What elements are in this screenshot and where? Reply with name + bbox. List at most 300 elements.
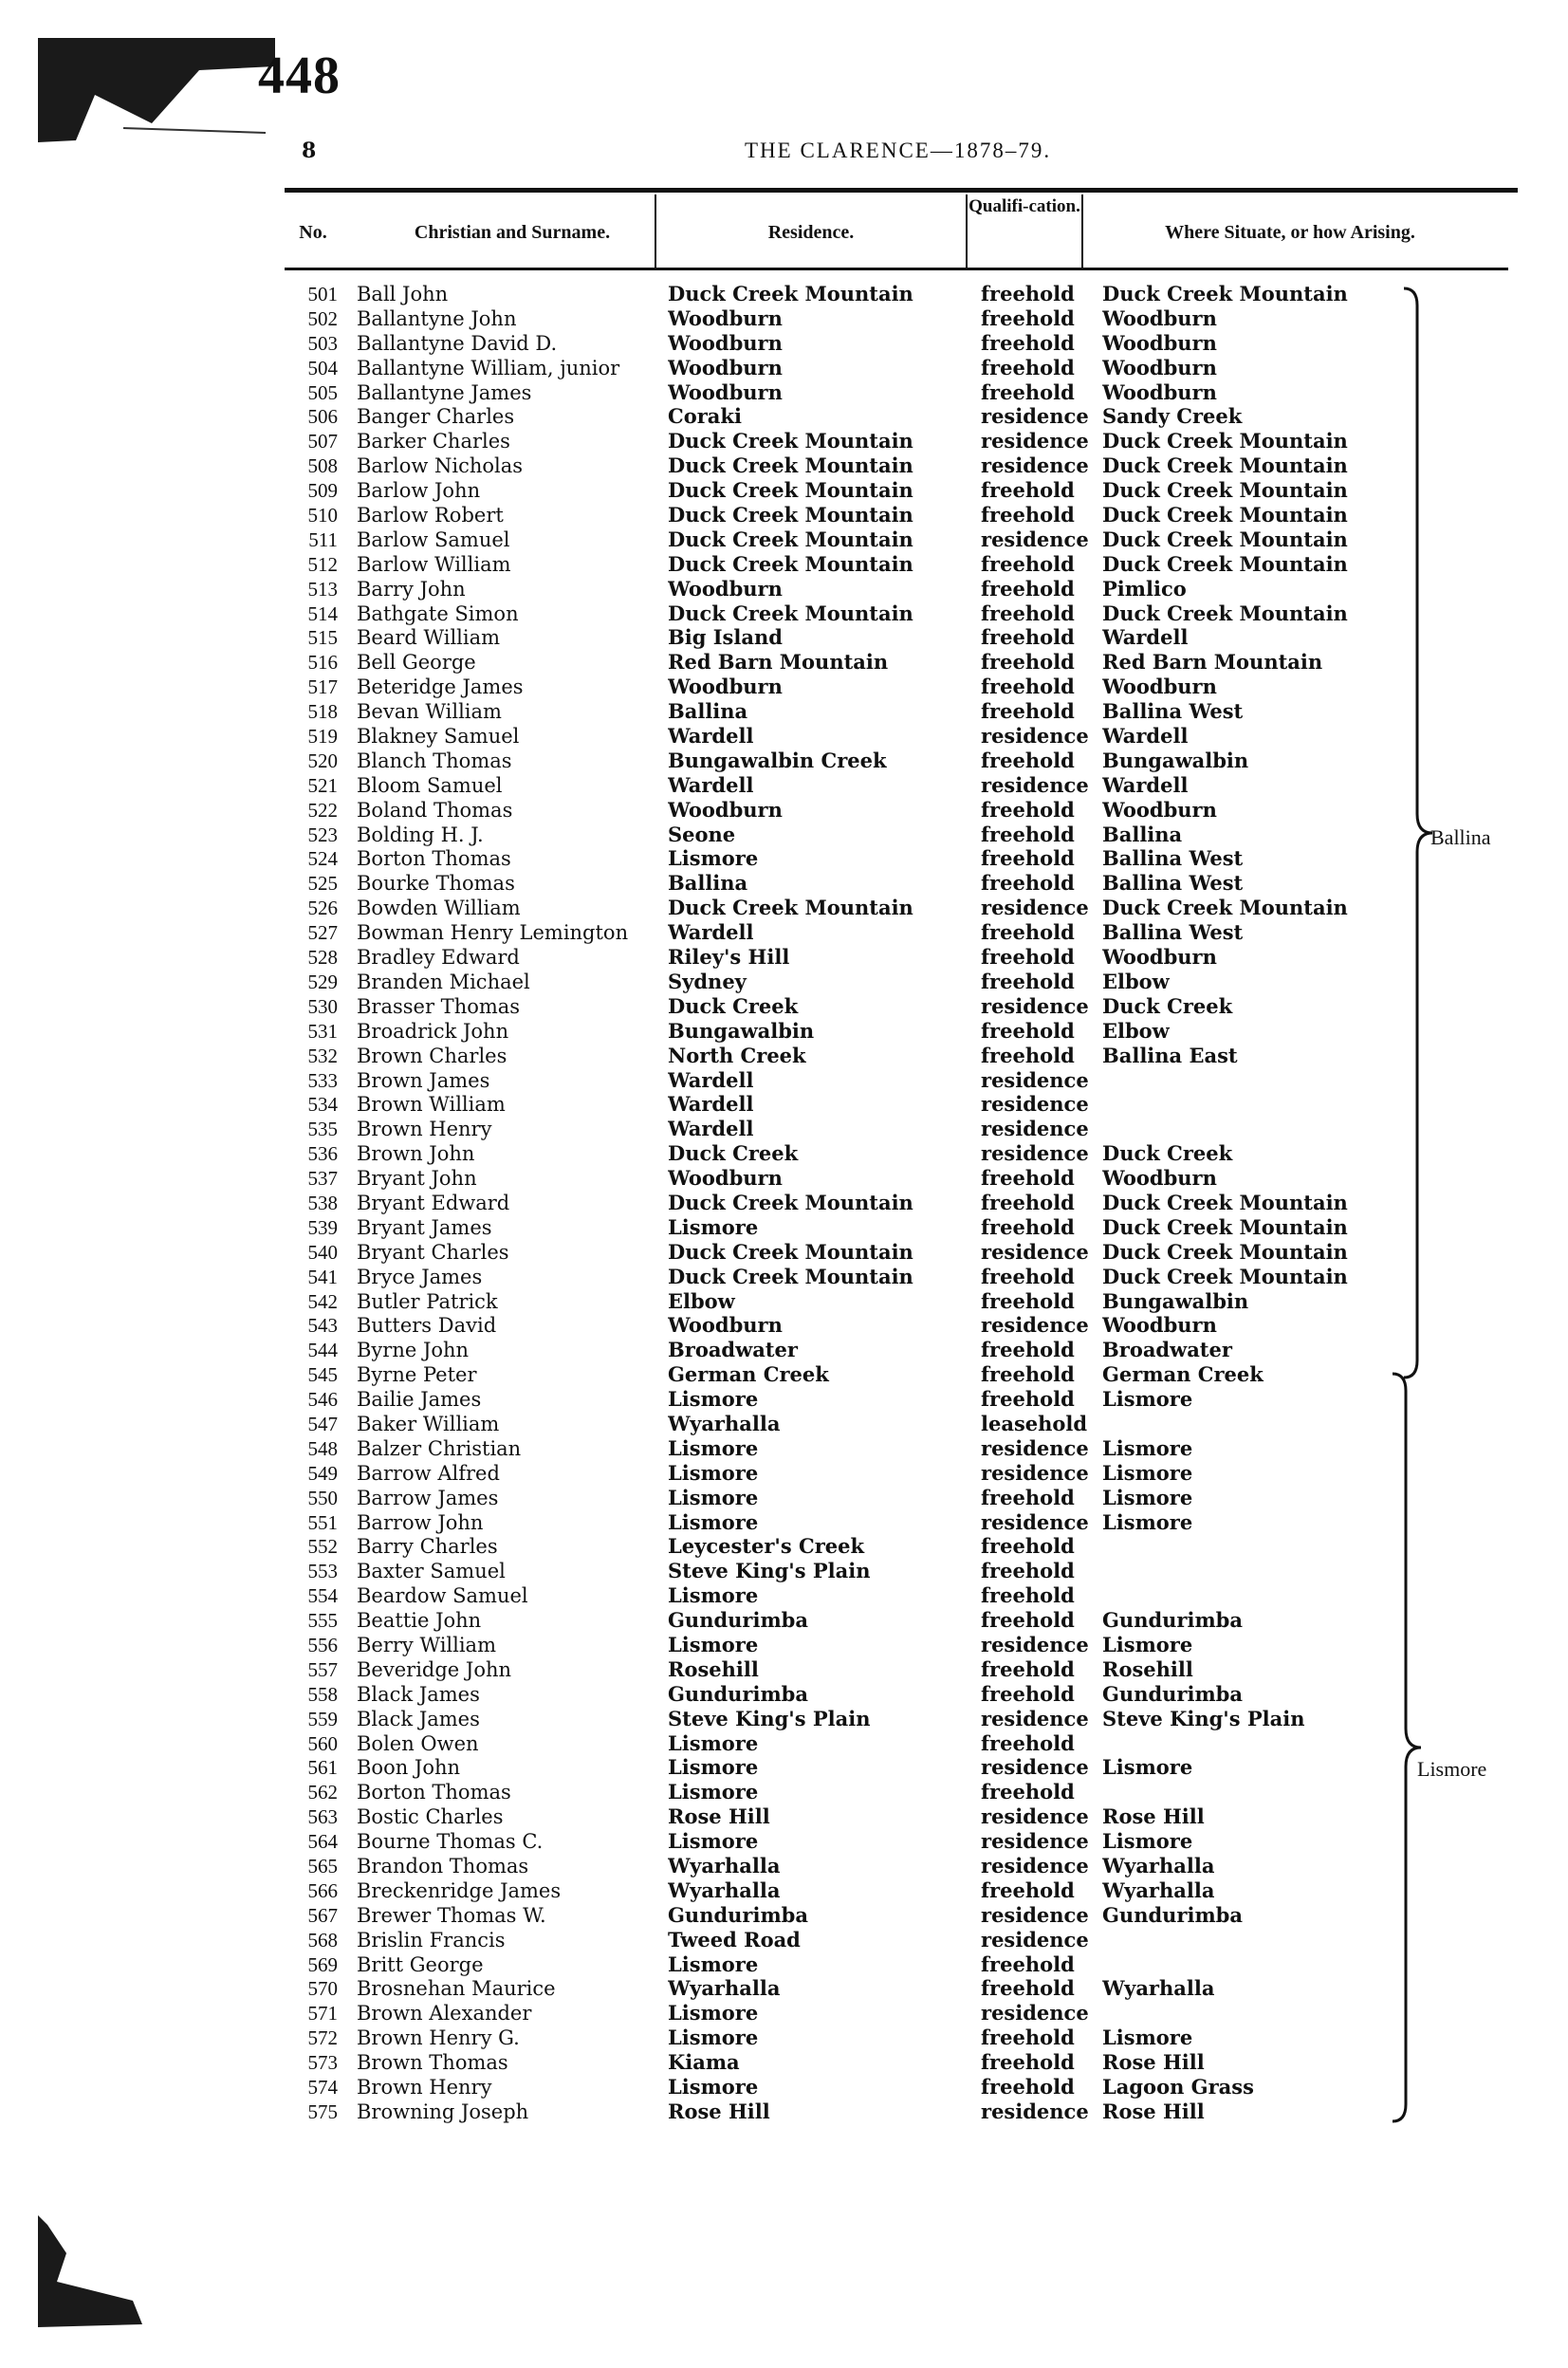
entry-number: 517 <box>307 675 338 699</box>
entry-residence: Duck Creek Mountain <box>668 283 913 305</box>
entry-row <box>285 1855 1470 1878</box>
entry-where: Sandy Creek <box>1102 405 1243 429</box>
entry-residence: Wyarhalla <box>668 1412 781 1435</box>
entry-row <box>285 1192 1470 1214</box>
entry-number: 540 <box>307 1240 338 1264</box>
page-number: 8 <box>302 139 317 163</box>
entry-where: Duck Creek Mountain <box>1102 504 1348 527</box>
entry-row <box>285 1020 1470 1043</box>
entry-where: Duck Creek Mountain <box>1102 454 1348 478</box>
entry-name: Balzer Christian <box>357 1436 522 1460</box>
entry-row <box>285 1314 1470 1337</box>
entry-qualification: freehold <box>981 1486 1075 1509</box>
entry-name: Barlow John <box>357 479 481 503</box>
entry-where: Lismore <box>1102 1388 1193 1412</box>
entry-qualification: freehold <box>981 2076 1075 2100</box>
entry-name: Brewer Thomas W. <box>357 1903 546 1927</box>
entry-residence: Seone <box>668 823 736 846</box>
entry-where <box>1102 1732 1415 1755</box>
entry-where: Woodburn <box>1102 331 1217 355</box>
entry-name: Bell George <box>357 651 476 675</box>
entry-qualification: freehold <box>981 1265 1075 1288</box>
entry-qualification: residence <box>981 1240 1089 1264</box>
entry-where: Bungawalbin <box>1102 749 1249 772</box>
entry-where: Ballina West <box>1102 872 1244 896</box>
entry-name: Beard William <box>357 626 501 650</box>
entry-residence: Ballina <box>668 872 748 896</box>
entry-residence: Woodburn <box>668 331 783 355</box>
entry-residence: Wardell <box>668 725 754 749</box>
entry-row <box>285 1805 1470 1828</box>
entry-where: Woodburn <box>1102 306 1217 330</box>
entry-row <box>285 381 1470 404</box>
entry-qualification: residence <box>981 1805 1089 1829</box>
entry-name: Bryant Charles <box>357 1240 509 1264</box>
entry-where: Duck Creek Mountain <box>1102 1265 1348 1288</box>
entry-row <box>285 1388 1470 1411</box>
entry-row <box>285 1830 1470 1853</box>
entry-residence: Kiama <box>668 2051 740 2075</box>
entry-number: 570 <box>307 1977 338 2001</box>
entry-number: 522 <box>307 798 338 822</box>
entry-number: 572 <box>307 2026 338 2050</box>
entry-row <box>285 774 1470 797</box>
entry-residence: Elbow <box>668 1289 735 1313</box>
entry-row <box>285 405 1470 428</box>
entry-residence: Lismore <box>668 1830 759 1854</box>
entry-number: 520 <box>307 749 338 772</box>
entry-name: Bryant James <box>357 1215 492 1239</box>
entry-name: Ballantyne David D. <box>357 331 558 355</box>
entry-where: Wardell <box>1102 725 1189 749</box>
entry-row <box>285 799 1470 822</box>
entry-where: Woodburn <box>1102 380 1217 404</box>
entry-name: Bourke Thomas <box>357 872 515 896</box>
entry-number: 565 <box>307 1855 338 1878</box>
entry-qualification: residence <box>981 897 1089 920</box>
entry-qualification: residence <box>981 527 1089 551</box>
entry-residence: Duck Creek Mountain <box>668 479 913 503</box>
entry-name: Beteridge James <box>357 675 524 699</box>
entry-row <box>285 1363 1470 1386</box>
entry-number: 542 <box>307 1289 338 1313</box>
entry-number: 506 <box>307 405 338 429</box>
entry-row <box>285 602 1470 625</box>
entry-name: Brown Henry <box>357 1118 492 1141</box>
entry-name: Bevan William <box>357 700 502 724</box>
entry-residence: Woodburn <box>668 380 783 404</box>
entry-row <box>285 1413 1470 1435</box>
entry-qualification: residence <box>981 1903 1089 1927</box>
header-qualification: Qualifi-cation. <box>968 196 1080 216</box>
entry-row <box>285 1658 1470 1681</box>
entry-row <box>285 1560 1470 1582</box>
entry-row <box>285 1069 1470 1092</box>
entry-name: Brown Charles <box>357 1044 507 1067</box>
entry-residence: Wardell <box>668 1093 754 1117</box>
entry-qualification: residence <box>981 725 1089 749</box>
entry-qualification: freehold <box>981 283 1075 305</box>
entry-name: Barlow Nicholas <box>357 454 524 478</box>
entry-residence: Wardell <box>668 921 754 945</box>
entry-where: Gundurimba <box>1102 1609 1243 1633</box>
entry-where: Rose Hill <box>1102 1805 1205 1829</box>
entry-residence: Woodburn <box>668 577 783 601</box>
entry-row <box>285 1904 1470 1927</box>
entry-qualification: freehold <box>981 1952 1075 1976</box>
entry-row <box>285 2100 1470 2123</box>
entry-residence: Wardell <box>668 773 754 797</box>
entry-where <box>1102 2002 1415 2025</box>
entry-name: Brosnehan Maurice <box>357 1977 556 2001</box>
entry-residence: Wardell <box>668 1068 754 1092</box>
entry-name: Bloom Samuel <box>357 773 503 797</box>
entry-where: Woodburn <box>1102 1314 1217 1338</box>
entry-row <box>285 1167 1470 1190</box>
entry-number: 566 <box>307 1878 338 1902</box>
entry-name: Bourne Thomas C. <box>357 1830 544 1854</box>
entry-number: 530 <box>307 994 338 1018</box>
entry-name: Blanch Thomas <box>357 749 512 772</box>
entry-residence: Lismore <box>668 2026 759 2050</box>
entry-residence: Wyarhalla <box>668 1977 781 2001</box>
entry-where: Woodburn <box>1102 1167 1217 1191</box>
entry-qualification: freehold <box>981 356 1075 379</box>
entry-qualification: freehold <box>981 823 1075 846</box>
entry-number: 541 <box>307 1265 338 1288</box>
entry-qualification: residence <box>981 1093 1089 1117</box>
entry-residence: Lismore <box>668 1510 759 1534</box>
entry-number: 556 <box>307 1633 338 1656</box>
entry-row <box>285 847 1470 870</box>
header-bottom-rule <box>285 268 1508 270</box>
entry-name: Bolding H. J. <box>357 823 484 846</box>
entry-residence: Duck Creek Mountain <box>668 527 913 551</box>
header-no: No. <box>299 222 327 243</box>
entry-number: 533 <box>307 1068 338 1092</box>
entry-residence: Ballina <box>668 700 748 724</box>
entry-where: Wyarhalla <box>1102 1878 1215 1902</box>
entry-row <box>285 454 1470 477</box>
entry-row <box>285 2051 1470 2074</box>
entry-name: Barrow Alfred <box>357 1461 500 1485</box>
col-divider-3 <box>1081 194 1083 268</box>
entry-qualification: residence <box>981 1068 1089 1092</box>
entry-residence: Bungawalbin <box>668 1019 815 1043</box>
entry-row <box>285 1953 1470 1976</box>
entry-name: Banger Charles <box>357 405 515 429</box>
entry-qualification: residence <box>981 1855 1089 1878</box>
entry-number: 502 <box>307 306 338 330</box>
entry-qualification: residence <box>981 773 1089 797</box>
entry-row <box>285 1266 1470 1288</box>
entry-where: Ballina <box>1102 823 1183 846</box>
entry-qualification: residence <box>981 1756 1089 1780</box>
entry-row <box>285 528 1470 551</box>
entry-residence: Woodburn <box>668 798 783 822</box>
entry-where: Ballina West <box>1102 700 1244 724</box>
entry-residence: Lismore <box>668 2076 759 2100</box>
entry-residence: Lismore <box>668 1731 759 1755</box>
entry-where: Rosehill <box>1102 1657 1193 1681</box>
entry-where: Lismore <box>1102 2026 1193 2050</box>
entry-residence: Woodburn <box>668 356 783 379</box>
entry-where: Woodburn <box>1102 798 1217 822</box>
entry-where: Duck Creek <box>1102 1142 1233 1166</box>
entry-number: 547 <box>307 1412 338 1435</box>
entry-row <box>285 307 1470 330</box>
entry-number: 519 <box>307 725 338 749</box>
entry-number: 535 <box>307 1118 338 1141</box>
entry-residence: Lismore <box>668 1584 759 1608</box>
entry-row <box>285 1290 1470 1313</box>
entry-residence: Coraki <box>668 405 742 429</box>
entry-where: Bungawalbin <box>1102 1289 1249 1313</box>
entry-qualification: residence <box>981 994 1089 1018</box>
entry-qualification: freehold <box>981 626 1075 650</box>
entry-name: Brown Henry G. <box>357 2026 520 2050</box>
entry-row <box>285 1511 1470 1534</box>
entry-where: Steve King's Plain <box>1102 1707 1305 1730</box>
entry-where <box>1102 1781 1415 1804</box>
sheet-number: 448 <box>258 46 341 105</box>
entry-row <box>285 283 1470 305</box>
entry-number: 548 <box>307 1436 338 1460</box>
entry-name: Bowman Henry Lemington <box>357 921 629 945</box>
entry-number: 571 <box>307 2002 338 2026</box>
entry-name: Barry Charles <box>357 1535 498 1559</box>
entry-name: Brown James <box>357 1068 490 1092</box>
entry-row <box>285 1977 1470 2000</box>
entry-row <box>285 946 1470 969</box>
entry-qualification: freehold <box>981 1044 1075 1067</box>
entry-number: 512 <box>307 552 338 576</box>
entry-residence: Woodburn <box>668 1167 783 1191</box>
entry-residence: Duck Creek Mountain <box>668 897 913 920</box>
entry-where <box>1102 1413 1415 1435</box>
entry-name: Brown Thomas <box>357 2051 508 2075</box>
entry-qualification: freehold <box>981 1584 1075 1608</box>
entry-where: German Creek <box>1102 1363 1264 1387</box>
entry-name: Brandon Thomas <box>357 1855 529 1878</box>
entry-where <box>1102 1584 1415 1607</box>
entry-residence: Duck Creek <box>668 994 799 1018</box>
entry-number: 557 <box>307 1657 338 1681</box>
entry-qualification: residence <box>981 1707 1089 1730</box>
entry-row <box>285 578 1470 601</box>
entry-qualification: freehold <box>981 1289 1075 1313</box>
entry-qualification: freehold <box>981 921 1075 945</box>
entry-residence: Sydney <box>668 970 747 993</box>
entry-residence: Duck Creek Mountain <box>668 1265 913 1288</box>
entry-qualification: freehold <box>981 847 1075 871</box>
entry-name: Bostic Charles <box>357 1805 504 1829</box>
entry-where: Ballina West <box>1102 921 1244 945</box>
entry-name: Bolen Owen <box>357 1731 479 1755</box>
entry-number: 504 <box>307 356 338 379</box>
entry-residence: Woodburn <box>668 675 783 699</box>
entry-residence: Lismore <box>668 1486 759 1509</box>
entry-qualification: freehold <box>981 331 1075 355</box>
entry-number: 529 <box>307 970 338 993</box>
entry-name: Beattie John <box>357 1609 482 1633</box>
entry-number: 555 <box>307 1609 338 1633</box>
group-label-ballina: Ballina <box>1430 825 1491 849</box>
entry-number: 569 <box>307 1952 338 1976</box>
entry-name: Brown Alexander <box>357 2002 532 2026</box>
entry-where: Woodburn <box>1102 356 1217 379</box>
entry-row <box>285 749 1470 772</box>
entry-number: 521 <box>307 773 338 797</box>
entry-number: 559 <box>307 1707 338 1730</box>
entry-name: Butler Patrick <box>357 1289 498 1313</box>
entry-row <box>285 995 1470 1018</box>
entry-name: Barrow James <box>357 1486 499 1509</box>
entry-number: 534 <box>307 1093 338 1117</box>
entry-qualification: freehold <box>981 2026 1075 2050</box>
entry-row <box>285 897 1470 919</box>
entry-number: 539 <box>307 1215 338 1239</box>
entry-row <box>285 1437 1470 1460</box>
entry-number: 513 <box>307 577 338 601</box>
lismore-brace <box>1391 1372 1423 2123</box>
entry-qualification: residence <box>981 430 1089 453</box>
entry-row <box>285 2026 1470 2049</box>
entry-row <box>285 1609 1470 1632</box>
entry-residence: Duck Creek Mountain <box>668 504 913 527</box>
entry-name: Butters David <box>357 1314 497 1338</box>
entry-where: Duck Creek Mountain <box>1102 601 1348 625</box>
entry-residence: Lismore <box>668 1952 759 1976</box>
entry-name: Brown Henry <box>357 2076 492 2100</box>
entry-residence: Duck Creek Mountain <box>668 1240 913 1264</box>
entry-residence: Tweed Road <box>668 1928 801 1952</box>
entry-where: Broadwater <box>1102 1339 1232 1362</box>
entry-row <box>285 504 1470 527</box>
entry-residence: Woodburn <box>668 306 783 330</box>
entry-qualification: freehold <box>981 1535 1075 1559</box>
entry-qualification: freehold <box>981 1682 1075 1706</box>
entry-qualification: freehold <box>981 1019 1075 1043</box>
entry-where <box>1102 1535 1415 1558</box>
header-where: Where Situate, or how Arising. <box>1165 222 1415 243</box>
entry-qualification: residence <box>981 1142 1089 1166</box>
entry-qualification: freehold <box>981 675 1075 699</box>
entry-name: Bryce James <box>357 1265 483 1288</box>
entry-number: 518 <box>307 700 338 724</box>
entry-qualification: residence <box>981 1510 1089 1534</box>
entry-name: Byrne John <box>357 1339 470 1362</box>
entry-number: 560 <box>307 1731 338 1755</box>
entry-qualification: residence <box>981 2100 1089 2123</box>
entry-where: Woodburn <box>1102 946 1217 970</box>
entry-qualification: freehold <box>981 872 1075 896</box>
entry-row <box>285 430 1470 453</box>
entry-number: 552 <box>307 1535 338 1559</box>
entry-name: Bailie James <box>357 1388 482 1412</box>
entry-row <box>285 626 1470 649</box>
entry-row <box>285 675 1470 698</box>
entry-name: Brown William <box>357 1093 506 1117</box>
entry-name: Baxter Samuel <box>357 1560 506 1583</box>
header-name: Christian and Surname. <box>414 222 611 243</box>
entry-row <box>285 1929 1470 1952</box>
entry-row <box>285 1879 1470 1902</box>
running-title: THE CLARENCE—1878–79. <box>745 139 1052 162</box>
entry-qualification: freehold <box>981 479 1075 503</box>
entry-where: Red Barn Mountain <box>1102 651 1323 675</box>
entry-name: Britt George <box>357 1952 484 1976</box>
entry-number: 574 <box>307 2076 338 2100</box>
entry-name: Boland Thomas <box>357 798 513 822</box>
entry-number: 567 <box>307 1903 338 1927</box>
entry-qualification: freehold <box>981 1191 1075 1214</box>
entry-number: 562 <box>307 1781 338 1804</box>
entry-name: Borton Thomas <box>357 847 511 871</box>
entry-residence: Duck Creek Mountain <box>668 1191 913 1214</box>
entry-qualification: freehold <box>981 552 1075 576</box>
entry-row <box>285 2076 1470 2099</box>
entry-where <box>1102 1929 1415 1952</box>
entry-where: Lismore <box>1102 1510 1193 1534</box>
entry-row <box>285 1634 1470 1656</box>
entry-qualification: freehold <box>981 1215 1075 1239</box>
entry-where: Duck Creek Mountain <box>1102 1240 1348 1264</box>
entry-residence: Lismore <box>668 1781 759 1804</box>
entry-residence: Duck Creek Mountain <box>668 601 913 625</box>
entry-where: Ballina East <box>1102 1044 1238 1067</box>
entry-number: 561 <box>307 1756 338 1780</box>
entry-number: 554 <box>307 1584 338 1608</box>
entry-name: Bryant Edward <box>357 1191 510 1214</box>
entry-number: 524 <box>307 847 338 871</box>
entry-qualification: residence <box>981 1118 1089 1141</box>
entry-residence: Duck Creek <box>668 1142 799 1166</box>
entry-where: Elbow <box>1102 970 1170 993</box>
entry-residence: Lismore <box>668 1633 759 1656</box>
entry-name: Ball John <box>357 283 449 305</box>
entry-residence: Wyarhalla <box>668 1878 781 1902</box>
entry-qualification: freehold <box>981 1977 1075 2001</box>
entry-name: Beveridge John <box>357 1657 512 1681</box>
entry-row <box>285 1535 1470 1558</box>
entry-where: Duck Creek Mountain <box>1102 527 1348 551</box>
entry-where: Lismore <box>1102 1486 1193 1509</box>
entry-residence: Rosehill <box>668 1657 759 1681</box>
entry-number: 575 <box>307 2100 338 2123</box>
entry-qualification: freehold <box>981 798 1075 822</box>
entry-number: 538 <box>307 1191 338 1214</box>
entry-name: Ballantyne James <box>357 380 532 404</box>
entry-row <box>285 823 1470 846</box>
entry-number: 545 <box>307 1363 338 1387</box>
entry-name: Barrow John <box>357 1510 484 1534</box>
header-residence: Residence. <box>767 222 855 243</box>
entry-where: Lagoon Grass <box>1102 2076 1254 2100</box>
entry-number: 546 <box>307 1388 338 1412</box>
entry-qualification: residence <box>981 1830 1089 1854</box>
entry-where <box>1102 1069 1415 1092</box>
entry-name: Bowden William <box>357 897 521 920</box>
entry-number: 537 <box>307 1167 338 1191</box>
entry-name: Brasser Thomas <box>357 994 521 1018</box>
entry-row <box>285 651 1470 674</box>
entry-name: Bryant John <box>357 1167 477 1191</box>
entry-residence: Gundurimba <box>668 1682 808 1706</box>
entry-number: 503 <box>307 331 338 355</box>
entry-name: Black James <box>357 1682 480 1706</box>
entry-qualification: freehold <box>981 504 1075 527</box>
